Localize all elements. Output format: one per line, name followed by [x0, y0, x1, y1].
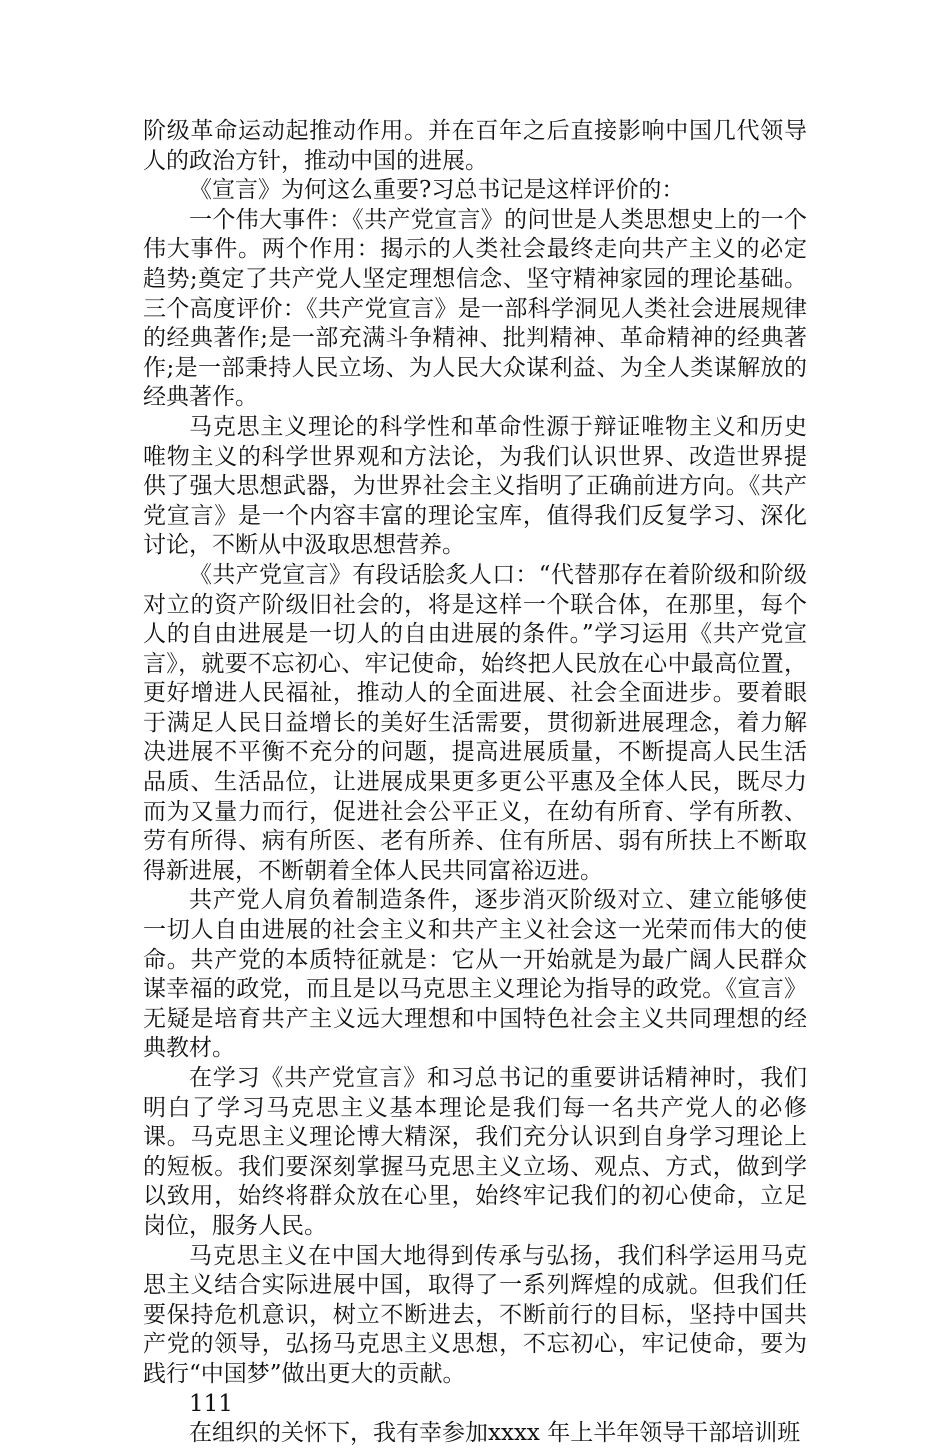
paragraph: 共产党人肩负着制造条件，逐步消灭阶级对立、建立能够使一切人自由进展的社会主义和共产主义社会这一光荣而伟大的使命。共产党的本质特征就是：它从一开始就是为最广阔人民群众谋幸福的政党，而且是以马克思主义理论为指导的政党。《宣言》无疑是培育共产主义远大理想和中国特色社会主义共同理想的经典教材。 — [143, 887, 807, 1062]
paragraph: 在组织的关怀下，我有幸参加xxxx 年上半年领导干部培训班 — [189, 1420, 801, 1447]
paragraph-number: 111 — [189, 1390, 233, 1417]
paragraph: 马克思主义在中国大地得到传承与弘扬，我们科学运用马克思主义结合实际进展中国，取得了一系列辉煌的成就。但我们任要保持危机意识，树立不断进去，不断前行的目标，坚持中国共产党的领导，弘扬马克思主义思想，不忘初心，牢记使命，要为践行“中国梦”做出更大的贡献。 — [143, 1242, 807, 1387]
paragraph: 《共产党宣言》有段话脍炙人口：“代替那存在着阶级和阶级对立的资产阶级旧社会的，将是这样一个联合体，在那里，每个人的自由进展是一切人的自由进展的条件。”学习运用《共产党宣言》，就要不忘初心、牢记使命，始终把人民放在心中最高位置，更好增进人民福祉，推动人的全面进展、社会全面进步。要着眼于满足人民日益增长的美好生活需要，贯彻新进展理念，着力解决进展不平衡不充分的问题，提高进展质量，不断提高人民生活品质、生活品位，让进展成果更多更公平惠及全体人民，既尽力而为又量力而行，促进社会公平正义，在幼有所育、学有所教、劳有所得、病有所医、老有所养、住有所居、弱有所扶上不断取得新进展，不断朝着全体人民共同富裕迈进。 — [143, 561, 807, 884]
paragraph: 在学习《共产党宣言》和习总书记的重要讲话精神时，我们明白了学习马克思主义基本理论是我们每一名共产党人的必修课。马克思主义理论博大精深，我们充分认识到自身学习理论上的短板。我们要深刻掌握马克思主义立场、观点、方式，做到学以致用，始终将群众放在心里，始终牢记我们的初心使命，立足岗位，服务人民。 — [143, 1065, 807, 1239]
paragraph-continued: 阶级革命运动起推动作用。并在百年之后直接影响中国几代领导人的政治方针，推动中国的进展。 — [143, 118, 807, 174]
paragraph: 一个伟大事件：《共产党宣言》的问世是人类思想史上的一个伟大事件。两个作用：揭示的人类社会最终走向共产主义的必定趋势;奠定了共产党人坚定理想信念、坚守精神家园的理论基础。三个高度评价：《共产党宣言》是一部科学洞见人类社会进展规律的经典著作;是一部充满斗争精神、批判精神、革命精神的经典著作;是一部秉持人民立场、为人民大众谋利益、为全人类谋解放的经典著作。 — [143, 206, 807, 411]
paragraph: 《宣言》为何这么重要?习总书记是这样评价的： — [189, 177, 685, 204]
paragraph: 马克思主义理论的科学性和革命性源于辩证唯物主义和历史唯物主义的科学世界观和方法论，为我们认识世界、改造世界提供了强大思想武器，为世界社会主义指明了正确前进方向。《共产党宣言》是一个内容丰富的理论宝库，值得我们反复学习、深化讨论，不断从中汲取思想营养。 — [143, 413, 807, 559]
document-body — [143, 117, 807, 1449]
